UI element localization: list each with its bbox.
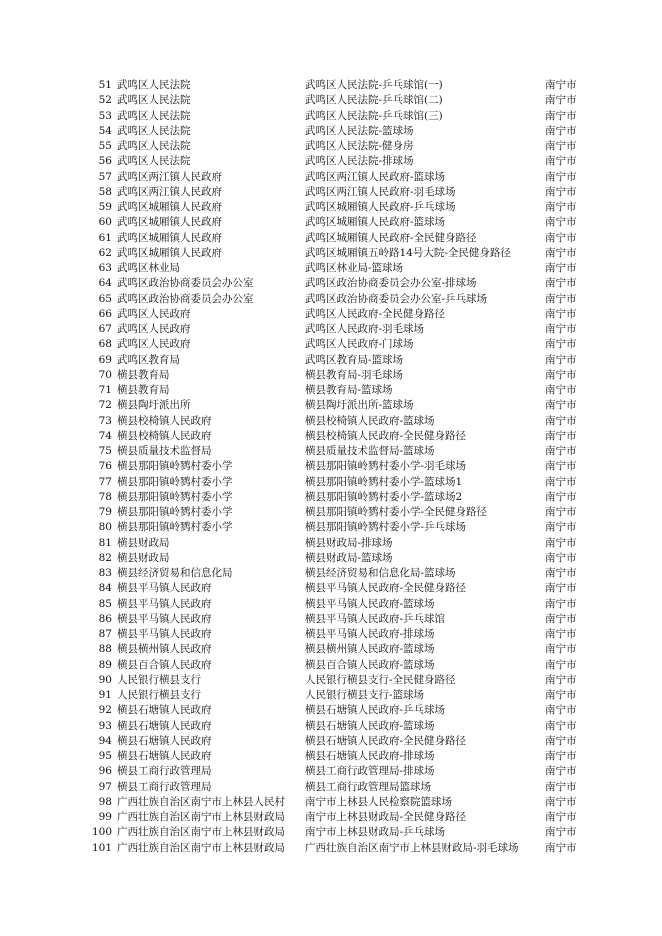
city-name: 南宁市 — [545, 277, 577, 290]
venue-name: 武鸣区人民法院-排球场 — [305, 155, 414, 168]
row-number: 68 — [98, 338, 112, 351]
table-row — [0, 703, 662, 718]
unit-name: 横县校椅镇人民政府 — [117, 414, 212, 427]
venue-name: 武鸣区政治协商委员会办公室-排球场 — [305, 277, 477, 290]
venue-name: 武鸣区城厢镇人民政府-全民健身路径 — [305, 231, 477, 244]
table-row — [0, 490, 662, 505]
row-number: 87 — [98, 628, 112, 640]
table-row — [0, 383, 662, 398]
unit-name: 横县工商行政管理局 — [117, 780, 212, 793]
venue-name: 武鸣区两江镇人民政府-篮球场 — [305, 170, 446, 183]
unit-name: 横县横州镇人民政府 — [117, 643, 212, 656]
unit-name: 人民银行横县支行 — [117, 689, 201, 701]
city-name: 南宁市 — [545, 216, 577, 229]
table-row — [0, 825, 662, 840]
row-number: 54 — [98, 124, 112, 137]
table-row — [0, 749, 662, 764]
unit-name: 广西壮族自治区南宁市上林县财政局 — [117, 841, 285, 854]
row-number: 53 — [98, 109, 112, 122]
city-name: 南宁市 — [545, 765, 577, 778]
row-number: 60 — [98, 216, 112, 229]
table-row — [0, 414, 662, 429]
table-row — [0, 276, 662, 291]
row-number: 52 — [98, 94, 112, 107]
venue-name: 横县石塘镇人民政府-全民健身路径 — [305, 734, 467, 747]
city-name: 南宁市 — [545, 582, 577, 595]
row-number: 97 — [98, 780, 112, 793]
city-name: 南宁市 — [545, 521, 577, 534]
city-name: 南宁市 — [545, 628, 577, 640]
table-row — [0, 734, 662, 749]
venue-name: 横县质量技术监督局-篮球场 — [305, 445, 435, 457]
venue-name: 横县工商行政管理局篮球场 — [305, 780, 431, 793]
row-number: 81 — [98, 536, 112, 549]
venue-name: 人民银行横县支行-篮球场 — [305, 689, 425, 701]
unit-name: 武鸣区两江镇人民政府 — [117, 185, 222, 198]
row-number: 101 — [91, 841, 112, 854]
row-number: 78 — [98, 490, 112, 503]
city-name: 南宁市 — [545, 124, 577, 137]
table-row — [0, 459, 662, 474]
venue-name: 南宁市上林县人民检察院篮球场 — [305, 795, 452, 808]
unit-name: 横县那阳镇岭鹨村委小学 — [117, 490, 233, 503]
venue-name: 武鸣区人民法院-健身房 — [305, 140, 414, 152]
table-row — [0, 551, 662, 566]
unit-name: 横县陶圩派出所 — [117, 399, 191, 412]
row-number: 72 — [98, 399, 112, 412]
unit-name: 广西壮族自治区南宁市上林县财政局 — [117, 811, 285, 823]
venue-name: 武鸣区人民法院-乒乓球馆(二) — [305, 94, 443, 107]
unit-name: 武鸣区人民政府 — [117, 338, 191, 351]
city-name: 南宁市 — [545, 399, 577, 412]
city-name: 南宁市 — [545, 185, 577, 198]
venue-name: 横县平马镇人民政府-排球场 — [305, 628, 435, 640]
table-row — [0, 307, 662, 322]
venue-name: 横县那阳镇岭鹨村委小学-乒乓球场 — [305, 521, 467, 534]
venue-name: 武鸣区人民法院-篮球场 — [305, 124, 414, 137]
unit-name: 人民银行横县支行 — [117, 673, 201, 686]
row-number: 90 — [98, 673, 112, 686]
city-name: 南宁市 — [545, 353, 577, 366]
unit-name: 横县那阳镇岭鹨村委小学 — [117, 475, 233, 488]
table-row — [0, 154, 662, 169]
city-name: 南宁市 — [545, 201, 577, 213]
row-number: 77 — [98, 475, 112, 488]
unit-name: 武鸣区城厢镇人民政府 — [117, 216, 222, 229]
unit-name: 横县教育局 — [117, 368, 170, 381]
row-number: 91 — [98, 689, 112, 701]
table-row — [0, 93, 662, 108]
table-row — [0, 795, 662, 810]
city-name: 南宁市 — [545, 719, 577, 732]
venue-name: 人民银行横县支行-全民健身路径 — [305, 673, 456, 686]
table-row — [0, 261, 662, 276]
city-name: 南宁市 — [545, 673, 577, 686]
city-name: 南宁市 — [545, 826, 577, 839]
unit-name: 横县教育局 — [117, 384, 170, 396]
unit-name: 武鸣区两江镇人民政府 — [117, 170, 222, 183]
table-row — [0, 429, 662, 444]
venue-table — [0, 78, 662, 856]
table-row — [0, 841, 662, 856]
table-row — [0, 719, 662, 734]
unit-name: 武鸣区人民法院 — [117, 79, 191, 91]
row-number: 69 — [98, 353, 112, 366]
city-name: 南宁市 — [545, 292, 577, 305]
row-number: 70 — [98, 368, 112, 381]
venue-name: 横县校椅镇人民政府-全民健身路径 — [305, 429, 467, 442]
table-row — [0, 581, 662, 596]
row-number: 55 — [98, 140, 112, 152]
row-number: 98 — [98, 795, 112, 808]
venue-name: 横县经济贸易和信息化局-篮球场 — [305, 567, 456, 579]
city-name: 南宁市 — [545, 231, 577, 244]
row-number: 99 — [98, 811, 112, 823]
row-number: 93 — [98, 719, 112, 732]
unit-name: 横县石塘镇人民政府 — [117, 719, 212, 732]
city-name: 南宁市 — [545, 841, 577, 854]
row-number: 86 — [98, 612, 112, 625]
row-number: 92 — [98, 704, 112, 717]
unit-name: 武鸣区人民法院 — [117, 94, 191, 107]
table-row — [0, 231, 662, 246]
unit-name: 武鸣区城厢镇人民政府 — [117, 201, 222, 213]
city-name: 南宁市 — [545, 307, 577, 320]
unit-name: 武鸣区人民法院 — [117, 124, 191, 137]
venue-name: 横县校椅镇人民政府-篮球场 — [305, 414, 435, 427]
city-name: 南宁市 — [545, 658, 577, 671]
venue-name: 武鸣区林业局-篮球场 — [305, 262, 404, 274]
unit-name: 横县平马镇人民政府 — [117, 628, 212, 640]
unit-name: 横县石塘镇人民政府 — [117, 734, 212, 747]
venue-name: 横县那阳镇岭鹨村委小学-全民健身路径 — [305, 506, 488, 518]
unit-name: 广西壮族自治区南宁市上林县人民村 — [117, 795, 285, 808]
table-row — [0, 215, 662, 230]
row-number: 63 — [98, 262, 112, 274]
city-name: 南宁市 — [545, 536, 577, 549]
unit-name: 武鸣区人民法院 — [117, 140, 191, 152]
row-number: 76 — [98, 460, 112, 473]
venue-name: 横县百合镇人民政府-篮球场 — [305, 658, 435, 671]
row-number: 85 — [98, 597, 112, 610]
table-row — [0, 566, 662, 581]
city-name: 南宁市 — [545, 460, 577, 473]
unit-name: 武鸣区人民政府 — [117, 307, 191, 320]
table-row — [0, 124, 662, 139]
table-row — [0, 353, 662, 368]
table-row — [0, 627, 662, 642]
venue-name: 武鸣区人民政府-羽毛球场 — [305, 323, 425, 335]
unit-name: 横县平马镇人民政府 — [117, 612, 212, 625]
venue-name: 武鸣区两江镇人民政府-羽毛球场 — [305, 185, 456, 198]
unit-name: 横县工商行政管理局 — [117, 765, 212, 778]
unit-name: 武鸣区城厢镇人民政府 — [117, 231, 222, 244]
unit-name: 武鸣区教育局 — [117, 353, 180, 366]
table-row — [0, 673, 662, 688]
city-name: 南宁市 — [545, 445, 577, 457]
row-number: 94 — [98, 734, 112, 747]
venue-name: 横县横州镇人民政府-篮球场 — [305, 643, 435, 656]
table-row — [0, 200, 662, 215]
row-number: 80 — [98, 521, 112, 534]
city-name: 南宁市 — [545, 384, 577, 396]
table-row — [0, 764, 662, 779]
city-name: 南宁市 — [545, 734, 577, 747]
unit-name: 横县平马镇人民政府 — [117, 597, 212, 610]
city-name: 南宁市 — [545, 643, 577, 656]
unit-name: 广西壮族自治区南宁市上林县财政局 — [117, 826, 285, 839]
city-name: 南宁市 — [545, 551, 577, 564]
table-row — [0, 536, 662, 551]
unit-name: 横县石塘镇人民政府 — [117, 750, 212, 762]
row-number: 73 — [98, 414, 112, 427]
venue-name: 广西壮族自治区南宁市上林县财政局-羽毛球场 — [305, 841, 519, 854]
city-name: 南宁市 — [545, 612, 577, 625]
venue-name: 横县平马镇人民政府-全民健身路径 — [305, 582, 467, 595]
venue-name: 武鸣区人民法院-乒乓球馆(一) — [305, 79, 443, 91]
city-name: 南宁市 — [545, 506, 577, 518]
unit-name: 横县经济贸易和信息化局 — [117, 567, 233, 579]
unit-name: 横县那阳镇岭鹨村委小学 — [117, 460, 233, 473]
city-name: 南宁市 — [545, 155, 577, 168]
city-name: 南宁市 — [545, 79, 577, 91]
city-name: 南宁市 — [545, 567, 577, 579]
venue-name: 横县平马镇人民政府-乒乓球馆 — [305, 612, 446, 625]
venue-name: 武鸣区政治协商委员会办公室-乒乓球场 — [305, 292, 488, 305]
city-name: 南宁市 — [545, 780, 577, 793]
row-number: 66 — [98, 307, 112, 320]
venue-name: 武鸣区人民政府-门球场 — [305, 338, 414, 351]
table-row — [0, 658, 662, 673]
venue-name: 横县教育局-篮球场 — [305, 384, 393, 396]
row-number: 75 — [98, 445, 112, 457]
venue-name: 横县教育局-羽毛球场 — [305, 368, 404, 381]
table-row — [0, 109, 662, 124]
unit-name: 横县平马镇人民政府 — [117, 582, 212, 595]
row-number: 58 — [98, 185, 112, 198]
venue-name: 武鸣区城厢镇人民政府-乒乓球场 — [305, 201, 456, 213]
row-number: 62 — [98, 246, 112, 259]
table-row — [0, 170, 662, 185]
unit-name: 横县财政局 — [117, 536, 170, 549]
venue-name: 武鸣区城厢镇五岭路14号大院-全民健身路径 — [305, 246, 511, 259]
venue-name: 横县平马镇人民政府-篮球场 — [305, 597, 435, 610]
city-name: 南宁市 — [545, 795, 577, 808]
table-row — [0, 337, 662, 352]
row-number: 79 — [98, 506, 112, 518]
city-name: 南宁市 — [545, 170, 577, 183]
table-row — [0, 520, 662, 535]
city-name: 南宁市 — [545, 689, 577, 701]
row-number: 82 — [98, 551, 112, 564]
venue-name: 横县财政局-排球场 — [305, 536, 393, 549]
city-name: 南宁市 — [545, 490, 577, 503]
venue-name: 横县那阳镇岭鹨村委小学-篮球场1 — [305, 475, 463, 488]
venue-name: 南宁市上林县财政局-全民健身路径 — [305, 811, 467, 823]
city-name: 南宁市 — [545, 368, 577, 381]
unit-name: 横县百合镇人民政府 — [117, 658, 212, 671]
unit-name: 武鸣区政治协商委员会办公室 — [117, 277, 254, 290]
table-row — [0, 475, 662, 490]
table-row — [0, 139, 662, 154]
venue-name: 横县石塘镇人民政府-排球场 — [305, 750, 435, 762]
unit-name: 武鸣区人民法院 — [117, 109, 191, 122]
unit-name: 武鸣区政治协商委员会办公室 — [117, 292, 254, 305]
row-number: 89 — [98, 658, 112, 671]
city-name: 南宁市 — [545, 475, 577, 488]
row-number: 83 — [98, 567, 112, 579]
row-number: 74 — [98, 429, 112, 442]
row-number: 51 — [98, 79, 112, 91]
city-name: 南宁市 — [545, 109, 577, 122]
unit-name: 武鸣区人民政府 — [117, 323, 191, 335]
table-row — [0, 505, 662, 520]
table-row — [0, 688, 662, 703]
unit-name: 武鸣区城厢镇人民政府 — [117, 246, 222, 259]
city-name: 南宁市 — [545, 704, 577, 717]
venue-name: 武鸣区教育局-篮球场 — [305, 353, 404, 366]
table-row — [0, 78, 662, 93]
table-row — [0, 612, 662, 627]
unit-name: 横县校椅镇人民政府 — [117, 429, 212, 442]
unit-name: 横县财政局 — [117, 551, 170, 564]
unit-name: 横县石塘镇人民政府 — [117, 704, 212, 717]
row-number: 61 — [98, 231, 112, 244]
venue-name: 武鸣区城厢镇人民政府-篮球场 — [305, 216, 446, 229]
table-row — [0, 246, 662, 261]
city-name: 南宁市 — [545, 246, 577, 259]
city-name: 南宁市 — [545, 140, 577, 152]
table-row — [0, 185, 662, 200]
unit-name: 横县那阳镇岭鹨村委小学 — [117, 506, 233, 518]
city-name: 南宁市 — [545, 811, 577, 823]
venue-name: 武鸣区人民政府-全民健身路径 — [305, 307, 446, 320]
city-name: 南宁市 — [545, 750, 577, 762]
row-number: 96 — [98, 765, 112, 778]
city-name: 南宁市 — [545, 338, 577, 351]
row-number: 84 — [98, 582, 112, 595]
row-number: 67 — [98, 323, 112, 335]
row-number: 100 — [91, 826, 112, 839]
table-row — [0, 322, 662, 337]
table-row — [0, 398, 662, 413]
city-name: 南宁市 — [545, 262, 577, 274]
venue-name: 南宁市上林县财政局-乒乓球场 — [305, 826, 446, 839]
table-row — [0, 810, 662, 825]
venue-name: 横县石塘镇人民政府-篮球场 — [305, 719, 435, 732]
venue-name: 横县工商行政管理局-排球场 — [305, 765, 435, 778]
unit-name: 武鸣区人民法院 — [117, 155, 191, 168]
row-number: 88 — [98, 643, 112, 656]
table-row — [0, 597, 662, 612]
city-name: 南宁市 — [545, 597, 577, 610]
row-number: 95 — [98, 750, 112, 762]
table-row — [0, 444, 662, 459]
venue-name: 横县陶圩派出所-篮球场 — [305, 399, 414, 412]
city-name: 南宁市 — [545, 429, 577, 442]
row-number: 57 — [98, 170, 112, 183]
table-row — [0, 292, 662, 307]
city-name: 南宁市 — [545, 323, 577, 335]
venue-name: 横县那阳镇岭鹨村委小学-篮球场2 — [305, 490, 463, 503]
venue-name: 横县财政局-篮球场 — [305, 551, 393, 564]
unit-name: 横县质量技术监督局 — [117, 445, 212, 457]
row-number: 71 — [98, 384, 112, 396]
row-number: 65 — [98, 292, 112, 305]
row-number: 59 — [98, 201, 112, 213]
city-name: 南宁市 — [545, 414, 577, 427]
unit-name: 武鸣区林业局 — [117, 262, 180, 274]
row-number: 56 — [98, 155, 112, 168]
city-name: 南宁市 — [545, 94, 577, 107]
row-number: 64 — [98, 277, 112, 290]
table-row — [0, 642, 662, 657]
table-row — [0, 780, 662, 795]
venue-name: 武鸣区人民法院-乒乓球馆(三) — [305, 109, 443, 122]
venue-name: 横县石塘镇人民政府-乒乓球场 — [305, 704, 446, 717]
table-row — [0, 368, 662, 383]
venue-name: 横县那阳镇岭鹨村委小学-羽毛球场 — [305, 460, 467, 473]
unit-name: 横县那阳镇岭鹨村委小学 — [117, 521, 233, 534]
